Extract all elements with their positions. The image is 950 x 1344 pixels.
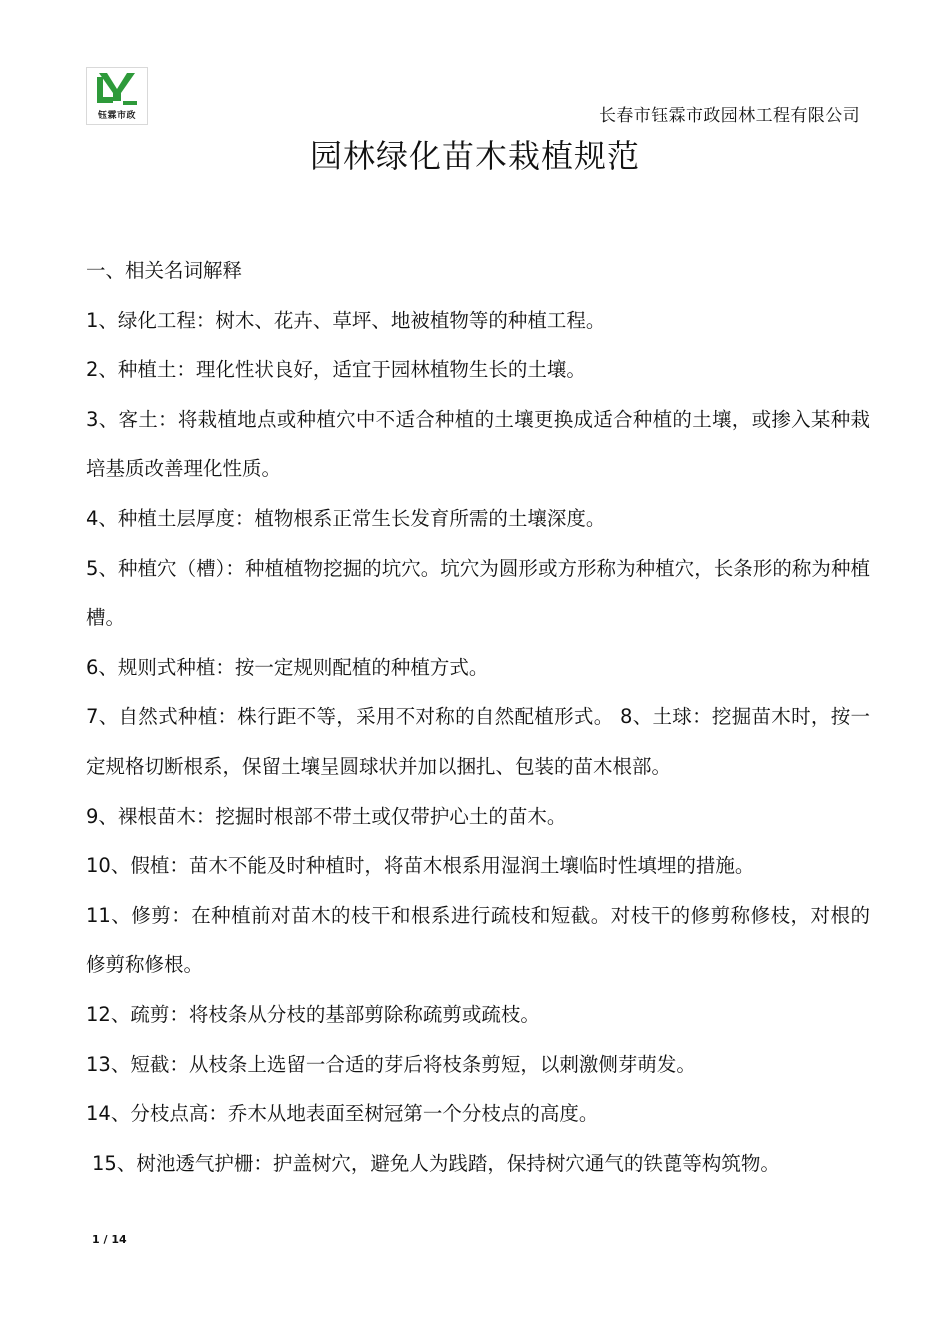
document-title: 园林绿化苗木栽植规范 [309, 137, 640, 175]
page-indicator: 1 / 14 [92, 1233, 127, 1246]
definition-paragraph: 7、自然式种植：株行距不等，采用不对称的自然配植形式。 8、土球：挖掘苗木时，按一定规格切断根系，保留土壤呈圆球状并加以捆扎、包装的苗木根部。 [86, 705, 870, 778]
definition-paragraph: 2、种植土：理化性状良好，适宜于园林植物生长的土壤。 [86, 358, 586, 382]
definition-paragraph: 1、绿化工程：树木、花卉、草坪、地被植物等的种植工程。 [86, 308, 606, 332]
definition-paragraph: 5、种植穴（槽）：种植植物挖掘的坑穴。坑穴为圆形或方形称为种植穴，长条形的称为种植槽。 [86, 556, 870, 630]
definition-paragraph: 3、客土：将栽植地点或种植穴中不适合种植的土壤更换成适合种植的土壤，或掺入某种栽培基质改善理化性质。 [86, 407, 870, 481]
definition-paragraph: 15、树池透气护栅：护盖树穴，避免人为践踏，保持树穴通气的铁蓖等构筑物。 [92, 1151, 780, 1175]
company-name: 长春市钰霖市政园林工程有限公司 [599, 106, 860, 126]
section-heading: 一、相关名词解释 [86, 259, 243, 282]
definition-paragraph: 4、种植土层厚度：植物根系正常生长发育所需的土壤深度。 [86, 506, 606, 530]
definition-paragraph: 6、规则式种植：按一定规则配植的种植方式。 [86, 655, 489, 679]
document-body [86, 246, 870, 1188]
definition-paragraph: 13、短截：从枝条上选留一合适的芽后将枝条剪短，以刺激侧芽萌发。 [86, 1052, 696, 1076]
logo-text: 钰霖市政 [97, 111, 136, 121]
definition-paragraph: 14、分枝点高：乔木从地表面至树冠第一个分枝点的高度。 [86, 1102, 599, 1126]
definition-paragraph: 9、裸根苗木：挖掘时根部不带土或仅带护心土的苗木。 [86, 804, 567, 828]
company-logo [86, 67, 148, 125]
header-divider [86, 126, 864, 127]
definition-paragraph: 12、疏剪：将枝条从分枝的基部剪除称疏剪或疏枝。 [86, 1002, 540, 1026]
definition-paragraph: 10、假植：苗木不能及时种植时，将苗木根系用湿润土壤临时性填埋的措施。 [86, 854, 755, 878]
logo-mark-icon [93, 71, 141, 111]
definition-paragraph: 11、修剪：在种植前对苗木的枝干和根系进行疏枝和短截。对枝干的修剪称修枝，对根的修剪称修根。 [86, 903, 870, 977]
